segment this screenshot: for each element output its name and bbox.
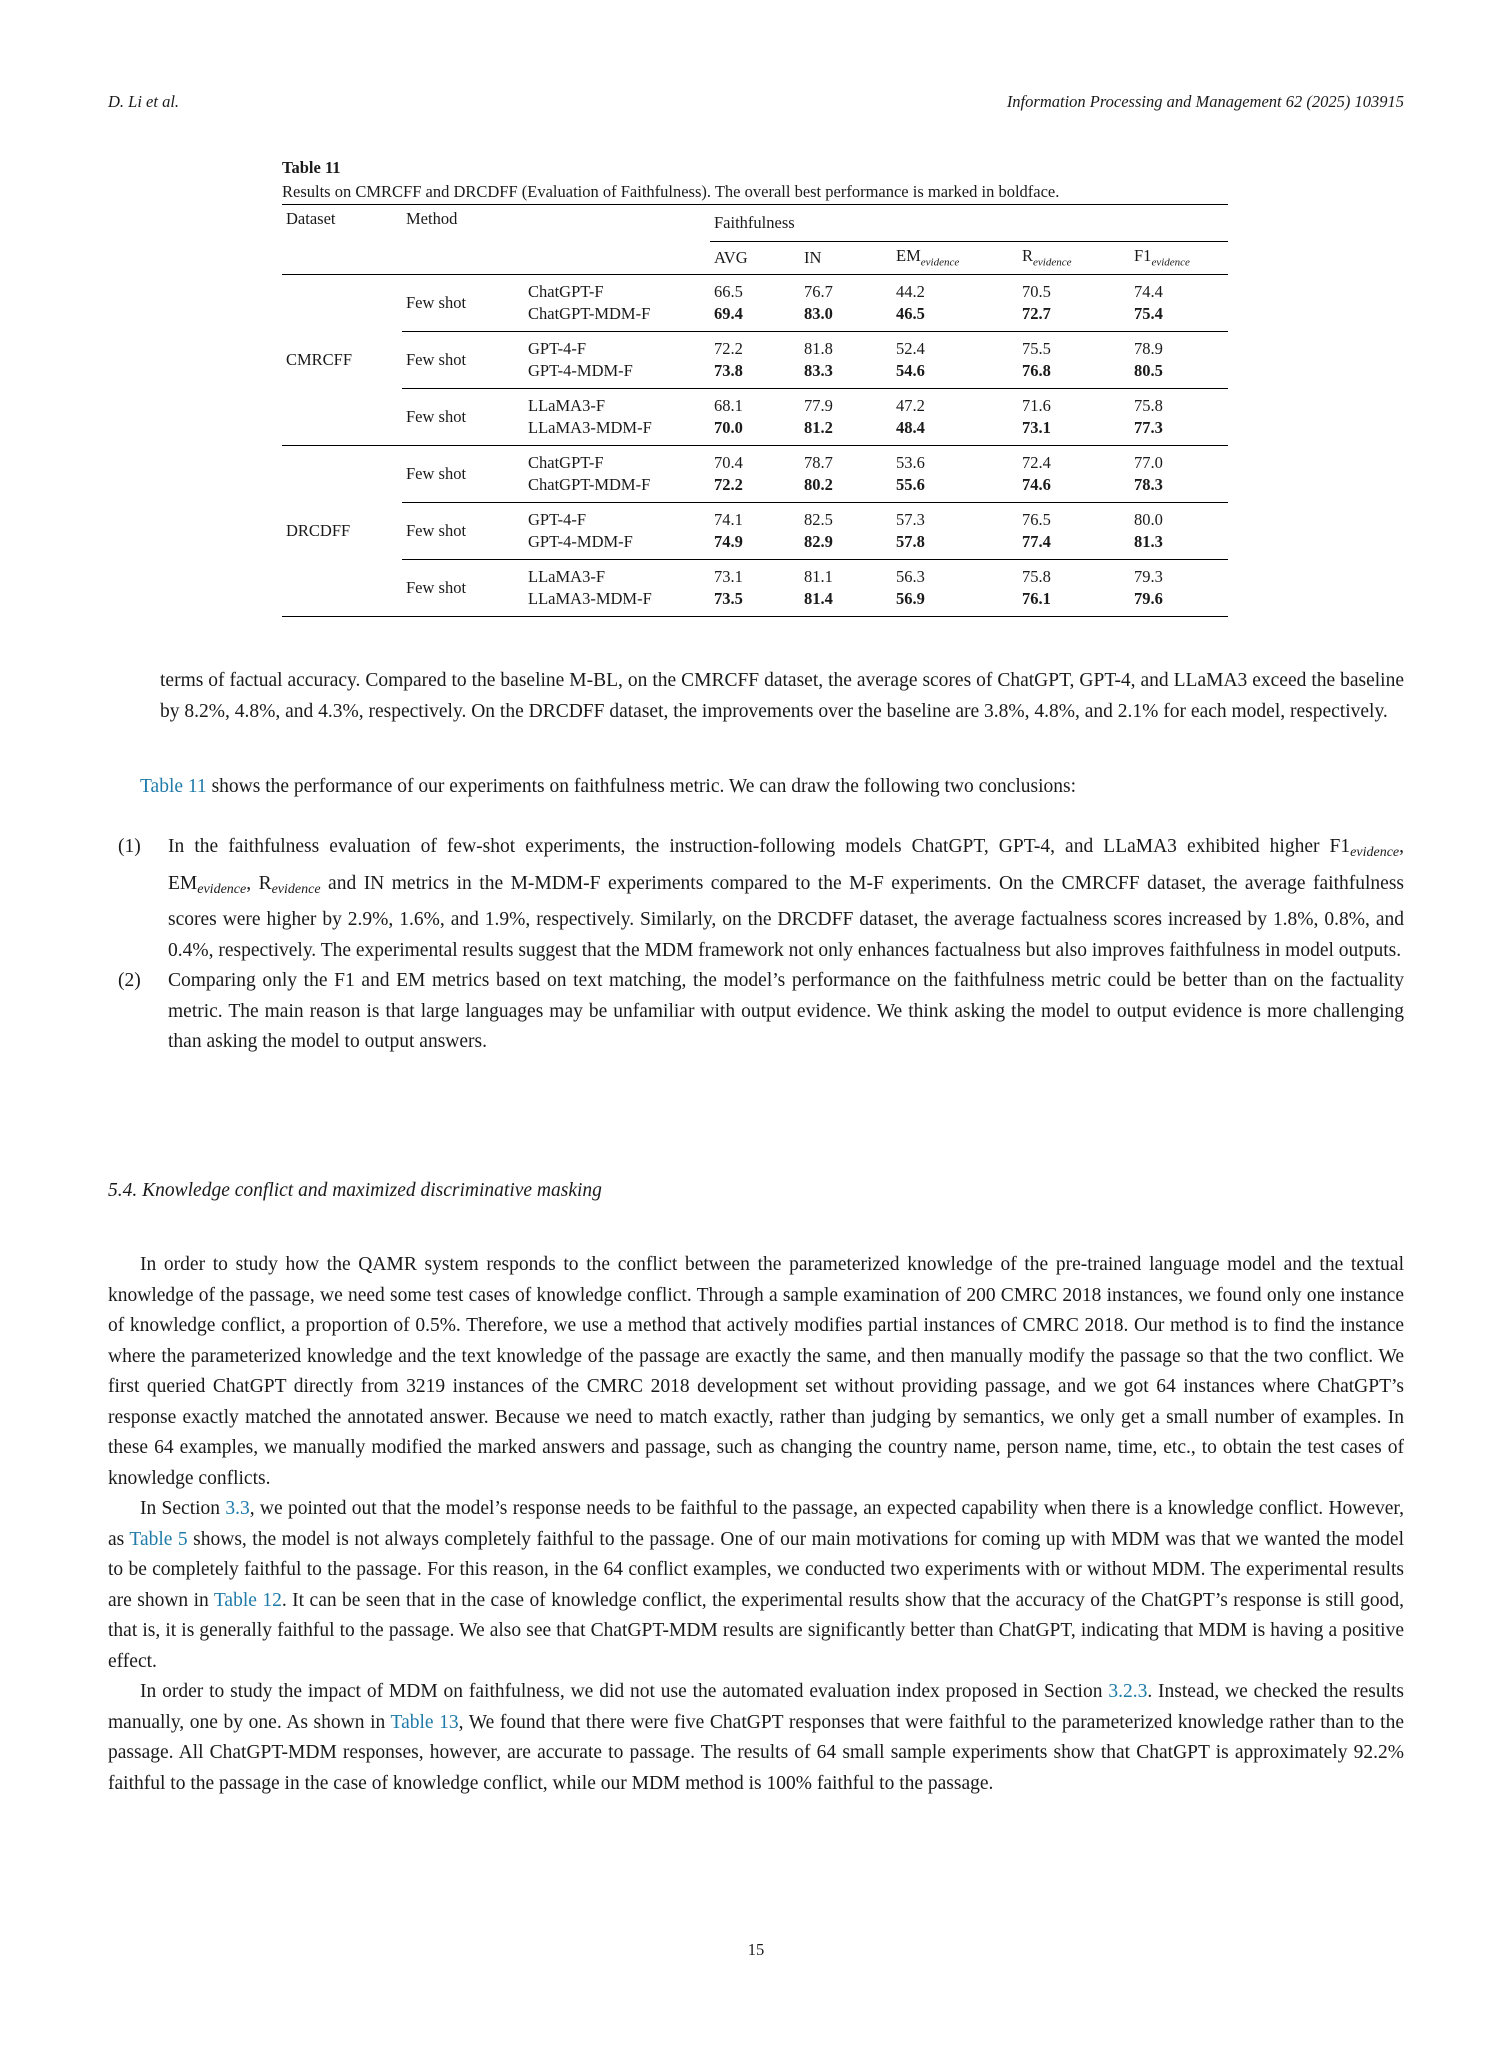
method-cell: Few shot <box>402 502 524 559</box>
header-authors: D. Li et al. <box>108 92 180 111</box>
metric-cell-r: 75.8 76.1 <box>1018 559 1130 616</box>
metric-cell-r: 76.5 77.4 <box>1018 502 1130 559</box>
model-cell: ChatGPT-F ChatGPT-MDM-F <box>524 274 710 331</box>
col-in: IN <box>800 241 892 274</box>
dataset-cell: DRCDFF <box>282 445 402 616</box>
table-12-link[interactable]: Table 12 <box>213 1589 282 1611</box>
model-cell: ChatGPT-F ChatGPT-MDM-F <box>524 445 710 502</box>
col-avg: AVG <box>710 241 800 274</box>
table-row <box>282 388 1228 445</box>
metric-cell-r: 71.6 73.1 <box>1018 388 1130 445</box>
table-11 <box>282 158 1228 617</box>
metric-cell-in: 82.5 82.9 <box>800 502 892 559</box>
metric-cell-avg: 68.1 70.0 <box>710 388 800 445</box>
paragraph-4: In Section 3.3, we pointed out that the model’s response needs to be faithful to the passage, an expected capability when there is a knowledge conflict. However, as Table 5 shows, the model is not always completely faithful to the passage. One of our main motivations for coming up with MDM was that we wanted the model to be completely faithful to the passage. For this reason, in the 64 conflict examples, we conducted two experiments with or without MDM. The experimental results are shown in Table 12. It can be seen that in the case of knowledge conflict, the experimental results show that the accuracy of the ChatGPT’s response is still good, that is, it is generally faithful to the passage. We also see that ChatGPT-MDM results are significantly better than ChatGPT, indicating that MDM is having a positive effect. <box>108 1498 1405 1672</box>
metric-cell-f1: 80.0 81.3 <box>1130 502 1228 559</box>
metric-cell-f1: 75.8 77.3 <box>1130 388 1228 445</box>
col-method: Method <box>402 205 524 242</box>
metric-cell-r: 70.5 72.7 <box>1018 274 1130 331</box>
metric-cell-avg: 70.4 72.2 <box>710 445 800 502</box>
header-journal: Information Processing and Management 62 (2025) 103915 <box>1006 92 1404 111</box>
method-cell: Few shot <box>402 445 524 502</box>
metric-cell-avg: 66.5 69.4 <box>710 274 800 331</box>
metric-cell-r: 72.4 74.6 <box>1018 445 1130 502</box>
paragraph-3: In order to study how the QAMR system responds to the conflict between the parameterized knowledge of the pre-trained language model and the textual knowledge of the passage, we need some test cases of knowledge conflict. Through a sample examination of 200 CMRC 2018 instances, we found only one instance of knowledge conflict, a proportion of 0.5%. Therefore, we use a method that actively modifies partial instances of CMRC 2018. Our method is to find the instance where the parameterized knowledge and the text knowledge of the passage are exactly the same, and then manually modify the passage so that the two conflict. We first queried ChatGPT directly from 3219 instances of the CMRC 2018 development set without providing passage, and we got 64 instances where ChatGPT’s response exactly matched the annotated answer. Because we need to match exactly, rather than judging by semantics, we only get a small number of examples. In these 64 examples, we manually modified the marked answers and passage, such as changing the country name, person name, time, etc., to obtain the test cases of knowledge conflicts. <box>108 1254 1404 1489</box>
table-row <box>282 274 1228 331</box>
method-cell: Few shot <box>402 388 524 445</box>
header-row <box>282 205 1228 242</box>
metric-cell-em: 47.2 48.4 <box>892 388 1018 445</box>
model-cell: GPT-4-F GPT-4-MDM-F <box>524 331 710 388</box>
list-item: (2) Comparing only the F1 and EM metrics based on text matching, the model’s performance on the faithfulness metric could be better than on the factuality metric. The main reason is that large languages may be unfamiliar with output evidence. We think asking the model to output evidence is more challenging than asking the model to output answers. <box>118 970 1404 1052</box>
metric-cell-em: 44.2 46.5 <box>892 274 1018 331</box>
table-13-link[interactable]: Table 13 <box>390 1711 459 1733</box>
method-cell: Few shot <box>402 331 524 388</box>
method-cell: Few shot <box>402 559 524 616</box>
method-cell: Few shot <box>402 274 524 331</box>
list-item: (1) In the faithfulness evaluation of few-shot experiments, the instruction-following models ChatGPT, GPT-4, and LLaMA3 exhibited higher $F1_{evidence}$, $EM_{evidence}$, $R_{evidence}$ and IN metrics in the M-MDM-F experiments compared to the M-F experiments. On the CMRCFF dataset, the average faithfulness scores were higher by 2.9%, 1.6%, and 1.9%, respectively. Similarly, on the DRCDFF dataset, the average factualness scores increased by 1.8%, 0.8%, and 0.4%, respectively. The experimental results suggest that the MDM framework not only enhances factualness but also improves faithfulness in model outputs. <box>118 836 1404 961</box>
paragraph-2: Table 11 shows the performance of our experiments on faithfulness metric. We can draw the following two conclusions: <box>140 776 1077 797</box>
metric-cell-f1: 77.0 78.3 <box>1130 445 1228 502</box>
paragraph-5: In order to study the impact of MDM on faithfulness, we did not use the automated evaluation index proposed in Section 3.2.3. Instead, we checked the results manually, one by one. As shown in Table 13, We found that there were five ChatGPT responses that were faithful to the parameterized knowledge rather than to the passage. All ChatGPT-MDM responses, however, are accurate to passage. The results of 64 small sample experiments show that ChatGPT is approximately 92.2% faithful to the passage in the case of knowledge conflict, while our MDM method is 100% faithful to the passage. <box>108 1681 1404 1794</box>
section-3-2-3-link[interactable]: 3.2.3 <box>1108 1681 1148 1702</box>
section-heading: 5.4. Knowledge conflict and maximized discriminative masking <box>108 1180 602 1201</box>
metric-cell-avg: 73.1 73.5 <box>710 559 800 616</box>
model-cell: GPT-4-F GPT-4-MDM-F <box>524 502 710 559</box>
col-r-evidence: $R_{evidence}$ <box>1018 241 1130 274</box>
running-header <box>108 92 1404 112</box>
table-caption: Results on CMRCFF and DRCDFF (Evaluation of Faithfulness). The overall best performance is marked in boldface. <box>282 182 1060 201</box>
table-5-link[interactable]: Table 5 <box>129 1528 188 1550</box>
dataset-cell: CMRCFF <box>282 274 402 445</box>
metric-cell-f1: 79.3 79.6 <box>1130 559 1228 616</box>
page-number: 15 <box>747 1940 765 1959</box>
model-cell: LLaMA3-F LLaMA3-MDM-F <box>524 388 710 445</box>
metric-cell-in: 77.9 81.2 <box>800 388 892 445</box>
table-label: Table 11 <box>282 158 341 177</box>
section-body <box>108 1250 1404 1799</box>
section-3-3-link[interactable]: 3.3 <box>225 1498 250 1519</box>
col-faithfulness: Faithfulness <box>710 205 1228 242</box>
metric-cell-in: 78.7 80.2 <box>800 445 892 502</box>
metric-cell-avg: 72.2 73.8 <box>710 331 800 388</box>
col-em-evidence: $EM_{evidence}$ <box>892 241 1018 274</box>
metric-cell-in: 76.7 83.0 <box>800 274 892 331</box>
metric-cell-f1: 78.9 80.5 <box>1130 331 1228 388</box>
metric-cell-em: 53.6 55.6 <box>892 445 1018 502</box>
metric-cell-in: 81.1 81.4 <box>800 559 892 616</box>
conclusions-list <box>108 832 1404 1058</box>
model-cell: LLaMA3-F LLaMA3-MDM-F <box>524 559 710 616</box>
subheader-row <box>282 241 1228 274</box>
metric-cell-in: 81.8 83.3 <box>800 331 892 388</box>
results-table <box>282 204 1228 617</box>
table-row <box>282 559 1228 616</box>
table-body <box>282 274 1228 616</box>
table-row <box>282 331 1228 388</box>
metric-cell-em: 52.4 54.6 <box>892 331 1018 388</box>
table-row <box>282 445 1228 502</box>
col-dataset: Dataset <box>282 205 402 242</box>
metric-cell-em: 56.3 56.9 <box>892 559 1018 616</box>
paragraph-1: terms of factual accuracy. Compared to the baseline M-BL, on the CMRCFF dataset, the average scores of ChatGPT, GPT-4, and LLaMA3 exceed the baseline by 8.2%, 4.8%, and 4.3%, respectively. On the DRCDFF dataset, the improvements over the baseline are 3.8%, 4.8%, and 2.1% for each model, respectively. <box>160 670 1404 722</box>
table-row <box>282 502 1228 559</box>
table-11-link[interactable]: Table 11 <box>140 776 207 797</box>
metric-cell-em: 57.3 57.8 <box>892 502 1018 559</box>
metric-cell-r: 75.5 76.8 <box>1018 331 1130 388</box>
col-f1-evidence: $F1_{evidence}$ <box>1130 241 1228 274</box>
metric-cell-f1: 74.4 75.4 <box>1130 274 1228 331</box>
metric-cell-avg: 74.1 74.9 <box>710 502 800 559</box>
